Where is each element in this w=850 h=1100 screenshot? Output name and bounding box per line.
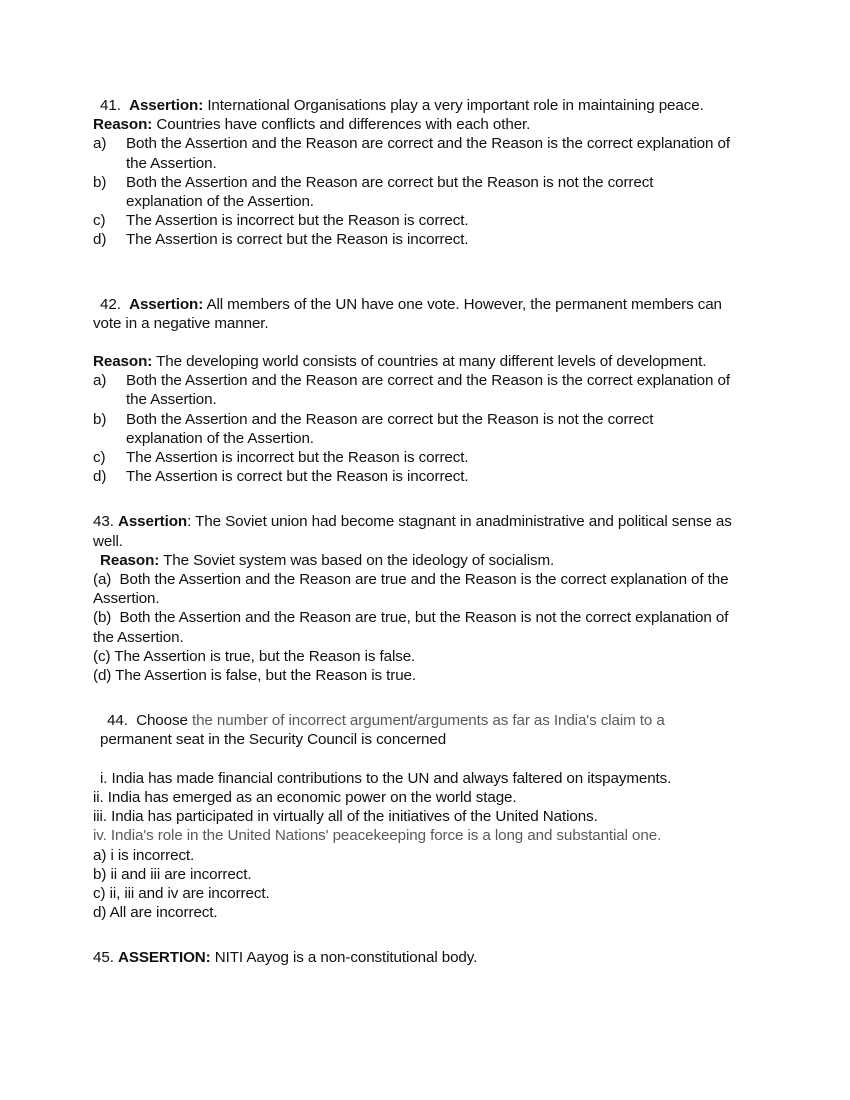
statement-marker: iv. — [93, 827, 107, 845]
option-marker: c) — [93, 884, 106, 902]
statement-text: India's role in the United Nations' peacekeeping force is a long and substantial one. — [110, 827, 662, 845]
statement-text: India has emerged as an economic power on the world stage. — [107, 788, 517, 806]
option-marker: a) — [93, 135, 107, 153]
option-text: The Assertion is false, but the Reason is true. — [115, 667, 417, 685]
question-44-option-d[interactable] — [93, 903, 733, 922]
question-42-reason — [93, 352, 733, 371]
question-45-assertion-label: ASSERTION: — [117, 949, 211, 967]
question-41-assertion-label: Assertion: — [129, 97, 204, 114]
question-43-assertion-separator: : — [187, 513, 192, 531]
question-41-reason — [93, 115, 733, 134]
option-marker: (d) — [93, 667, 112, 685]
question-block-44 — [93, 711, 733, 922]
option-marker: b) — [93, 865, 107, 883]
question-44-stem-rest: the number of incorrect argument/arguments as far as India's claim to a — [187, 712, 665, 730]
question-43-option-d[interactable] — [93, 666, 733, 685]
option-text: ii and iii are incorrect. — [110, 865, 252, 883]
question-41-option-d[interactable] — [93, 230, 733, 249]
option-marker: (c) — [93, 647, 111, 665]
question-block-43 — [93, 512, 733, 685]
spacer — [93, 750, 733, 769]
spacer — [93, 922, 733, 948]
option-marker: d) — [93, 231, 107, 249]
option-marker: b) — [93, 173, 107, 191]
question-43-reason-text: The Soviet system was based on the ideology of socialism. — [163, 551, 555, 569]
option-text: Both the Assertion and the Reason are correct and the Reason is the correct explanation of the Assertion. — [126, 372, 730, 409]
option-text: Both the Assertion and the Reason are correct and the Reason is the correct explanation of the Assertion. — [126, 135, 730, 172]
option-text: The Assertion is incorrect but the Reason is correct. — [126, 212, 469, 230]
question-43-number: 43. — [93, 513, 114, 531]
option-text: Both the Assertion and the Reason are true and the Reason is the correct explanation of the Assertion. — [93, 571, 729, 608]
question-42-option-c[interactable] — [93, 448, 733, 467]
question-41-assertion-text: International Organisations play a very important role in maintaining peace. — [207, 97, 704, 114]
question-42-assertion-label: Assertion: — [129, 295, 204, 313]
option-marker: d) — [93, 904, 107, 922]
option-text: Both the Assertion and the Reason are correct but the Reason is not the correct explanation of the Assertion. — [126, 410, 654, 447]
option-text: ii, iii and iv are incorrect. — [109, 884, 270, 902]
question-42-stem — [93, 295, 733, 333]
option-marker: d) — [93, 468, 107, 486]
question-41-reason-text: Countries have conflicts and differences with each other. — [156, 116, 531, 134]
question-42-reason-text: The developing world consists of countries at many different levels of development. — [156, 353, 707, 371]
statement-marker: ii. — [93, 788, 104, 806]
option-marker: a) — [93, 846, 107, 864]
question-44-stem-line1 — [93, 711, 733, 730]
question-44-statement-i — [93, 769, 733, 788]
question-list — [93, 96, 733, 968]
statement-marker: iii. — [93, 808, 107, 826]
question-44-statement-iii — [93, 807, 733, 826]
option-text: Both the Assertion and the Reason are correct but the Reason is not the correct explanation of the Assertion. — [126, 173, 654, 211]
spacer — [93, 685, 733, 711]
option-text: The Assertion is true, but the Reason is false. — [114, 647, 416, 665]
question-43-option-a[interactable] — [93, 570, 733, 608]
question-44-option-b[interactable] — [93, 865, 733, 884]
question-43-option-b[interactable] — [93, 608, 733, 646]
question-41-option-b[interactable] — [93, 173, 733, 211]
question-41-number: 41. — [100, 97, 121, 114]
question-42-reason-label: Reason: — [93, 353, 153, 371]
question-44-statement-ii — [93, 788, 733, 807]
question-45-number: 45. — [93, 949, 114, 967]
spacer — [93, 250, 733, 295]
question-block-42 — [93, 295, 733, 487]
statement-text: India has participated in virtually all of the initiatives of the United Nations. — [111, 808, 598, 826]
question-43-assertion-label: Assertion — [117, 513, 188, 531]
question-43-reason — [93, 551, 733, 570]
spacer — [93, 333, 733, 352]
statement-text: India has made financial contributions to the UN and always faltered on itspayments. — [111, 769, 672, 787]
option-text: All are incorrect. — [109, 904, 218, 922]
option-marker: (b) — [93, 609, 112, 627]
question-block-45 — [93, 948, 733, 967]
option-marker: c) — [93, 212, 106, 230]
question-42-assertion-text: All members of the UN have one vote. However, the permanent members can vote in a negative manner. — [93, 295, 722, 332]
question-43-stem — [93, 512, 733, 550]
spacer — [93, 486, 733, 512]
question-44-option-c[interactable] — [93, 884, 733, 903]
question-44-stem-line2: permanent seat in the Security Council is concerned — [100, 731, 447, 749]
question-42-option-b[interactable] — [93, 410, 733, 448]
question-43-option-c[interactable] — [93, 647, 733, 666]
question-44-statement-iv — [93, 826, 733, 845]
option-text: The Assertion is correct but the Reason is incorrect. — [126, 231, 469, 249]
question-42-option-a[interactable] — [93, 371, 733, 409]
option-text: The Assertion is correct but the Reason is incorrect. — [126, 468, 469, 486]
option-marker: c) — [93, 449, 106, 467]
option-text: Both the Assertion and the Reason are true, but the Reason is not the correct explanation of the Assertion. — [93, 609, 729, 646]
question-41-stem — [93, 96, 733, 115]
option-marker: b) — [93, 410, 107, 428]
question-43-assertion-text: The Soviet union had become stagnant in anadministrative and political sense as well. — [93, 513, 732, 550]
option-text: The Assertion is incorrect but the Reason is correct. — [126, 449, 469, 467]
question-44-stem-lead: Choose — [136, 712, 188, 730]
question-43-reason-label: Reason: — [100, 551, 160, 569]
question-44-number: 44. — [107, 712, 128, 730]
question-block-41 — [93, 96, 733, 250]
option-marker: (a) — [93, 571, 112, 589]
question-42-number: 42. — [100, 295, 121, 313]
option-text: i is incorrect. — [110, 846, 195, 864]
option-marker: a) — [93, 372, 107, 390]
question-45-assertion-text: NITI Aayog is a non-constitutional body. — [214, 949, 478, 967]
question-41-option-c[interactable] — [93, 211, 733, 230]
question-42-option-d[interactable] — [93, 467, 733, 486]
question-44-option-a[interactable] — [93, 846, 733, 865]
question-41-option-a[interactable] — [93, 134, 733, 172]
question-41-reason-label: Reason: — [93, 116, 153, 134]
statement-marker: i. — [100, 769, 108, 787]
question-45-stem — [93, 948, 733, 967]
